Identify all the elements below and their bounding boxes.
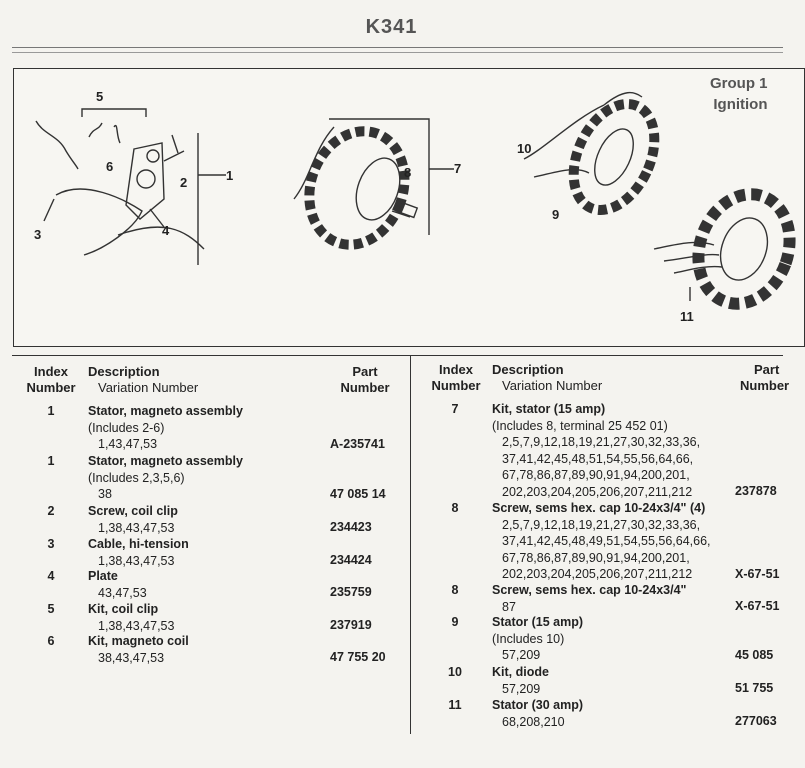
row-part-number: 237919 [330,618,372,632]
header-part-line2: Number [740,378,790,393]
row-index: 7 [451,402,459,416]
row-variation: 1,38,43,47,53 [98,520,175,535]
row-part-number: A-235741 [330,437,385,451]
table-top-rule [12,355,783,356]
page-title: K341 [365,16,418,38]
callout-4: 4 [162,223,170,238]
header-part-line2: Number [340,380,390,395]
row-part-number: 235759 [330,585,372,599]
row-variation: 43,47,53 [98,585,147,600]
row-includes: (Includes 8, terminal 25 452 01) [492,418,668,433]
row-description: Stator (30 amp) [492,698,583,712]
header-part-line1: Part [352,364,378,379]
row-part-number: 51 755 [735,681,774,695]
row-variation: 38 [98,487,112,501]
callout-9: 9 [552,207,560,222]
left-header-part [330,364,400,396]
row-part-number: 45 085 [735,648,774,662]
row-description: Kit, coil clip [88,602,159,616]
row-index: 1 [47,404,55,418]
row-includes: (Includes 2-6) [88,420,165,435]
callout-3: 3 [34,227,42,242]
row-variation: 202,203,204,205,206,207,211,212 [502,567,693,581]
left-header-index [24,364,78,396]
row-includes: (Includes 10) [492,631,565,646]
row-part-number: 47 085 14 [330,487,386,501]
row-variation: 1,38,43,47,53 [98,553,175,568]
row-variation: 57,209 [502,681,541,696]
callout-1: 1 [226,168,234,183]
row-index: 8 [451,583,459,597]
exploded-view-drawing [14,69,804,346]
row-part-number: 47 755 20 [330,650,386,664]
column-divider [410,356,411,734]
callout-10: 10 [517,141,532,156]
callout-2: 2 [180,175,188,190]
row-variation: 202,203,204,205,206,207,211,212 [502,484,693,499]
row-variation: 67,78,86,87,89,90,91,94,200,201, [502,468,690,482]
row-index: 4 [47,569,55,583]
row-index: 11 [448,698,462,712]
group-label-line1: Group 1 [710,75,768,92]
row-index: 1 [47,454,55,468]
row-description: Screw, coil clip [88,504,178,518]
row-part-number: X-67-51 [735,567,780,581]
header-desc-line2: Variation Number [98,380,199,395]
header-index-line1: Index [439,362,473,377]
row-variation: 87 [502,599,516,614]
row-description: Kit, magneto coil [88,634,189,648]
row-description: Stator, magneto assembly [88,404,243,418]
right-header-part [740,362,789,394]
row-description: Kit, diode [492,665,549,679]
row-index: 8 [451,501,459,515]
row-variation: 38,43,47,53 [98,650,165,665]
header-index-line2: Number [26,380,76,395]
row-variation: 2,5,7,9,12,18,19,21,27,30,32,33,36, [502,517,701,532]
group-label-line2: Ignition [713,96,768,113]
right-header-index [427,362,485,394]
row-index: 10 [448,665,462,679]
row-description: Screw, sems hex. cap 10-24x3/4" [492,583,687,597]
row-part-number: 234423 [330,520,372,534]
callout-7: 7 [454,161,462,176]
row-part-number: X-67-51 [735,599,780,613]
group-label [710,73,768,115]
row-variation: 67,78,86,87,89,90,91,94,200,201, [502,550,690,565]
row-variation: 68,208,210 [502,714,565,729]
row-description: Stator (15 amp) [492,615,583,629]
left-header-description [88,364,198,396]
header-index-line1: Index [34,364,68,379]
row-index: 5 [47,602,55,616]
row-part-number: 277063 [735,714,777,728]
row-description: Plate [88,569,118,583]
title-rule [12,47,783,53]
header-part-line1: Part [754,362,780,377]
row-variation: 37,41,42,45,48,49,51,54,55,56,64,66, [502,534,711,548]
row-variation: 57,209 [502,648,541,662]
row-description: Stator, magneto assembly [88,454,243,468]
callout-11: 11 [680,309,694,324]
row-includes: (Includes 2,3,5,6) [88,470,185,485]
row-index: 2 [47,504,55,518]
row-part-number: 234424 [330,553,372,567]
row-part-number: 237878 [735,484,777,498]
row-description: Kit, stator (15 amp) [492,402,606,416]
callout-8: 8 [404,165,412,180]
callout-6: 6 [106,159,114,174]
header-desc-line1: Description [492,362,564,377]
row-description: Cable, hi-tension [88,537,189,551]
row-variation: 2,5,7,9,12,18,19,21,27,30,32,33,36, [502,435,701,449]
row-index: 9 [451,615,459,629]
header-desc-line1: Description [88,364,160,379]
row-index: 6 [47,634,55,648]
row-description: Screw, sems hex. cap 10-24x3/4" (4) [492,501,706,515]
header-desc-line2: Variation Number [502,378,603,393]
row-variation: 1,38,43,47,53 [98,618,175,633]
callout-5: 5 [96,89,104,104]
parts-illustration [13,68,805,347]
row-variation: 37,41,42,45,48,51,54,55,56,64,66, [502,451,694,466]
right-header-description [492,362,602,394]
row-variation: 1,43,47,53 [98,437,158,451]
header-index-line2: Number [431,378,481,393]
row-index: 3 [47,537,55,551]
